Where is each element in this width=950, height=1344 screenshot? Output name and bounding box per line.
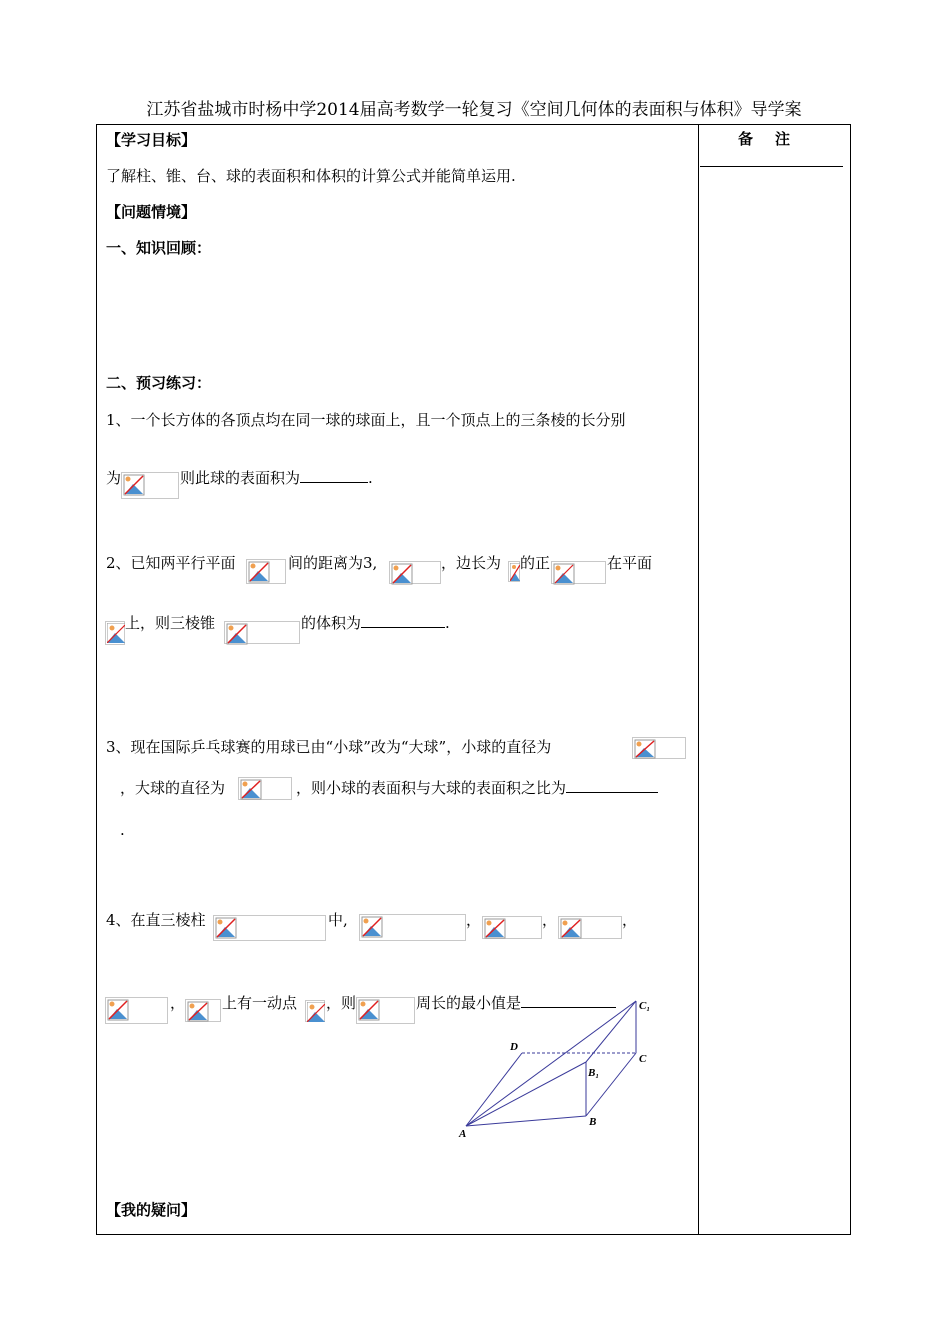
answer-blank[interactable] (300, 468, 368, 483)
problem-3-text: 3、现在国际乒乓球赛的用球已由“小球”改为“大球”，小球的直径为 (106, 738, 552, 756)
edge-ab1 (466, 1062, 586, 1126)
period: . (445, 614, 450, 632)
problem-1-text: 1、一个长方体的各顶点均在同一球的球面上，且一个顶点上的三条棱的长分别 (106, 411, 626, 429)
problem-2-text-b: 间的距离为3, (288, 554, 378, 572)
problem-3-line2-a: ，大球的直径为 (120, 779, 226, 797)
practice-title: 二、预习练习： (106, 374, 212, 392)
edge-ac1 (466, 1001, 636, 1126)
broken-image-icon (356, 997, 415, 1024)
problem-1-answer-line (180, 468, 373, 488)
period: . (120, 821, 125, 839)
broken-image-icon (558, 916, 622, 939)
answer-blank[interactable] (361, 613, 445, 628)
problem-4-line2-c: 周长的最小值是 (416, 994, 522, 1012)
problem-2-line2-b: 的体积为 (301, 614, 362, 632)
problem-situation-title: 【问题情境】 (106, 203, 197, 221)
edge-ab (466, 1116, 586, 1126)
problem-1-prefix: 为 (106, 469, 122, 487)
broken-image-icon (246, 559, 286, 584)
notes-column-title: 备注 (737, 130, 812, 148)
document-title: 江苏省盐城市时杨中学2014届高考数学一轮复习《空间几何体的表面积与体积》导学案 (146, 100, 802, 120)
label-c: C (639, 1053, 647, 1065)
my-questions-title: 【我的疑问】 (106, 1201, 197, 1219)
problem-2-text-a: 2、已知两平行平面 (106, 554, 236, 572)
notes-underline (700, 166, 843, 167)
broken-image-icon (305, 1000, 325, 1022)
comma: ， (466, 911, 482, 929)
broken-image-icon (224, 621, 300, 644)
learning-goal-text: 了解柱、锥、台、球的表面积和体积的计算公式并能简单运用. (106, 167, 516, 185)
broken-image-icon (213, 915, 326, 941)
problem-1-text-2: 则此球的表面积为 (180, 469, 301, 487)
label-a: A (459, 1128, 467, 1140)
broken-image-icon (551, 561, 606, 584)
broken-image-icon (482, 916, 542, 939)
problem-2-text-e: 在平面 (607, 554, 653, 572)
problem-3-answer-line (296, 778, 658, 798)
comma: ， (622, 911, 638, 929)
broken-image-icon (185, 999, 221, 1022)
broken-image-icon (508, 561, 520, 582)
prism-diagram (440, 990, 660, 1140)
broken-image-icon (105, 621, 125, 645)
label-b1: B₁ (588, 1067, 600, 1079)
broken-image-icon (105, 997, 168, 1024)
problem-2-text-d: 的正 (520, 554, 551, 572)
label-b: B (589, 1116, 597, 1128)
broken-image-icon (359, 914, 466, 941)
problem-4-line2-b: ，则 (326, 994, 357, 1012)
problem-4-line2-a: 上有一动点 (222, 994, 298, 1012)
broken-image-icon (389, 561, 441, 584)
period: . (368, 469, 373, 487)
broken-image-icon (632, 737, 686, 759)
learning-goal-title: 【学习目标】 (106, 131, 197, 149)
edge-ad (466, 1053, 522, 1126)
broken-image-icon (121, 472, 179, 499)
problem-2-answer-line (301, 613, 450, 633)
knowledge-review-title: 一、知识回顾： (106, 239, 212, 257)
problem-3-line2-b: ，则小球的表面积与大球的表面积之比为 (296, 779, 567, 797)
problem-2-text-c: ，边长为 (441, 554, 502, 572)
answer-blank[interactable] (566, 778, 658, 793)
problem-4-text-a: 4、在直三棱柱 (106, 911, 206, 929)
problem-2-line2-a: 上，则三棱锥 (125, 614, 216, 632)
label-d: D (510, 1041, 518, 1053)
comma: ， (542, 911, 558, 929)
column-divider (698, 124, 699, 1235)
label-c1: C₁ (639, 1000, 651, 1012)
edge-bc (586, 1053, 636, 1116)
broken-image-icon (238, 777, 292, 800)
problem-4-text-b: 中, (328, 911, 348, 929)
comma: ， (170, 994, 186, 1012)
